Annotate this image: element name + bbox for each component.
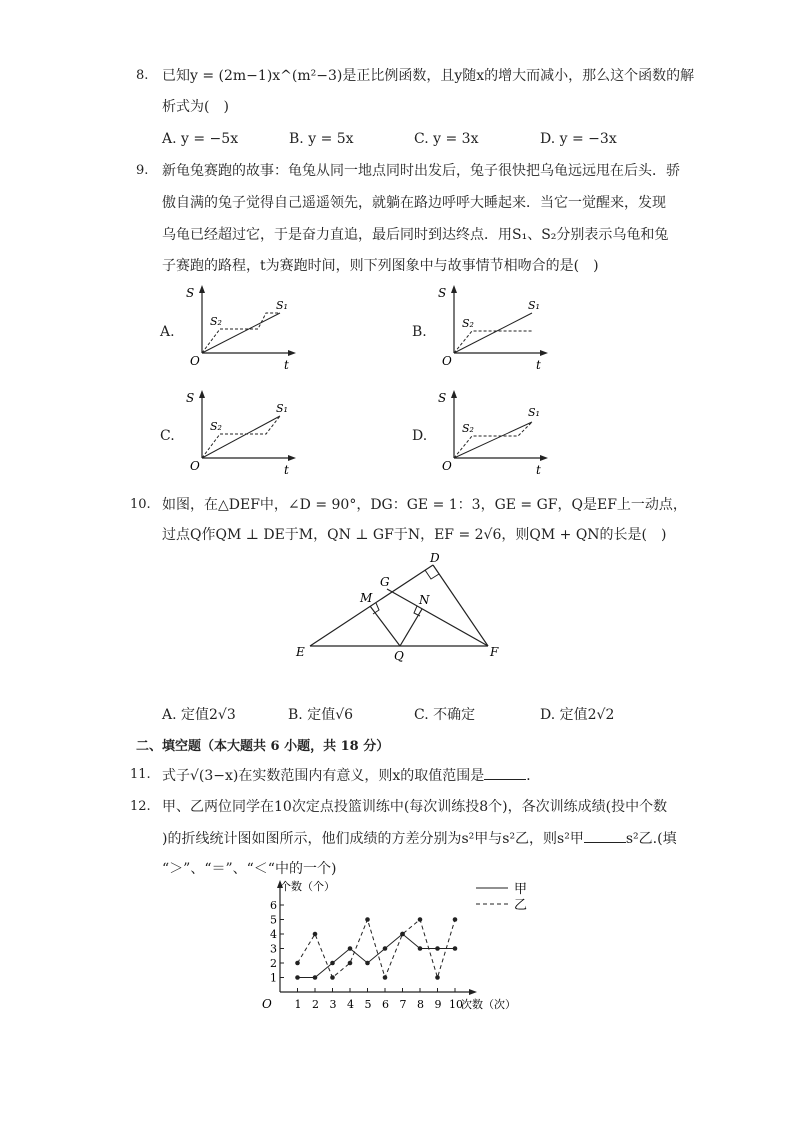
q8-line1: 已知y = (2m−1)x^(m²−3)是正比例函数，且y随x的增大而减小，那么这个函数的解 bbox=[162, 68, 695, 84]
data-point bbox=[365, 961, 370, 966]
point-n-label: N bbox=[419, 593, 430, 607]
data-point bbox=[418, 917, 423, 922]
option-text: 定值2√2 bbox=[559, 707, 615, 723]
y-tick-label: 4 bbox=[270, 928, 277, 941]
s-axis-label: S bbox=[186, 286, 195, 300]
q9-graph-a-label[interactable]: A. bbox=[160, 324, 175, 340]
data-point bbox=[313, 975, 318, 980]
data-point bbox=[330, 961, 335, 966]
q8-option-c[interactable] bbox=[414, 131, 478, 147]
q10-number: 10. bbox=[130, 497, 151, 512]
data-point bbox=[295, 961, 300, 966]
t-axis-label: t bbox=[284, 358, 289, 372]
q8-option-a[interactable] bbox=[162, 131, 238, 147]
x-tick-label: 1 bbox=[294, 998, 302, 1011]
data-point bbox=[435, 975, 440, 980]
data-point bbox=[348, 961, 353, 966]
y-tick-label: 5 bbox=[270, 913, 277, 927]
q10-option-c[interactable] bbox=[414, 704, 475, 724]
y-tick-label: 2 bbox=[270, 957, 277, 970]
q10-option-a[interactable] bbox=[162, 704, 236, 724]
t-axis-label: t bbox=[284, 463, 289, 477]
q11-text bbox=[162, 767, 540, 784]
x-tick-label: 5 bbox=[364, 998, 372, 1011]
x-axis-arrow bbox=[469, 989, 477, 995]
option-label: B. bbox=[288, 707, 303, 723]
segment-qn bbox=[400, 609, 422, 646]
data-point bbox=[348, 946, 353, 951]
origin-label: O bbox=[190, 354, 200, 368]
segment-df bbox=[433, 565, 488, 646]
q9-line3: 乌龟已经超过它，于是奋力直追，最后同时到达终点．用S₁、S₂分别表示乌龟和兔 bbox=[162, 227, 669, 243]
origin-label: O bbox=[442, 459, 452, 473]
s2-label: S₂ bbox=[210, 420, 222, 433]
origin-label: O bbox=[190, 459, 200, 473]
data-point bbox=[365, 917, 370, 922]
point-d-label: D bbox=[430, 551, 440, 565]
s2-label: S₂ bbox=[462, 422, 474, 435]
q12-line1: 甲、乙两位同学在10次定点投篮训练中(每次训练投8个)，各次训练成绩(投中个数 bbox=[162, 799, 668, 815]
t-axis-label: t bbox=[536, 358, 541, 372]
option-label: B. bbox=[289, 131, 304, 147]
q11-text-a: 式子√(3−x)在实数范围内有意义，则x的取值范围是 bbox=[162, 768, 485, 784]
q12-line-chart bbox=[250, 878, 550, 1018]
segment-ed bbox=[310, 565, 433, 646]
q9-graph-d bbox=[432, 388, 552, 478]
data-point bbox=[453, 917, 458, 922]
q12-line2a: )的折线统计图如图所示，他们成绩的方差分别为s²甲与s²乙，则s²甲 bbox=[162, 831, 584, 847]
option-label: A. bbox=[162, 131, 177, 147]
x-tick-label: 6 bbox=[382, 998, 389, 1011]
data-point bbox=[383, 946, 388, 951]
q12-line3: “＞”、“＝”、“＜“中的一个) bbox=[162, 861, 337, 877]
y-axis-label: 个数（个） bbox=[280, 880, 335, 893]
q8-number: 8. bbox=[136, 68, 149, 83]
q12-number: 12. bbox=[130, 799, 151, 814]
t-axis-label: t bbox=[536, 463, 541, 477]
s1-label: S₁ bbox=[276, 299, 288, 312]
data-point bbox=[330, 975, 335, 980]
q11-number: 11. bbox=[130, 767, 151, 782]
x-tick-label: 8 bbox=[417, 998, 424, 1011]
legend-label: 乙 bbox=[514, 898, 528, 913]
segment-qm bbox=[370, 606, 400, 646]
data-point bbox=[453, 946, 458, 951]
q12-answer-blank[interactable] bbox=[584, 830, 626, 843]
option-text: 定值2√3 bbox=[181, 707, 236, 723]
option-label: D. bbox=[540, 707, 556, 723]
origin-label: O bbox=[262, 997, 272, 1011]
q12-line2b: s²乙.(填 bbox=[625, 831, 677, 847]
x-tick-label: 10 bbox=[449, 998, 463, 1011]
q9-graph-c bbox=[180, 388, 300, 478]
data-point bbox=[435, 946, 440, 951]
s1-label: S₁ bbox=[528, 299, 540, 312]
origin-label: O bbox=[442, 354, 452, 368]
option-text: y = −5x bbox=[181, 131, 239, 147]
q10-line2: 过点Q作QM ⊥ DE于M，QN ⊥ GF于N，EF = 2√6，则QM + QN的长是( ) bbox=[162, 527, 667, 543]
x-tick-label: 7 bbox=[399, 998, 407, 1011]
legend-label: 甲 bbox=[514, 882, 528, 897]
q9-graph-b bbox=[432, 283, 552, 373]
q10-line1: 如图，在△DEF中，∠D = 90°，DG：GE = 1：3，GE = GF，Q是EF上一动点， bbox=[162, 497, 687, 513]
option-text: y = 5x bbox=[308, 131, 354, 147]
q11-answer-blank[interactable] bbox=[484, 767, 526, 780]
q10-option-d[interactable] bbox=[540, 704, 614, 724]
s-axis-label: S bbox=[438, 286, 447, 300]
y-tick-label: 6 bbox=[270, 899, 277, 912]
q9-line2: 傲自满的兔子觉得自己遥遥领先，就躺在路边呼呼大睡起来．当它一觉醒来，发现 bbox=[162, 195, 666, 211]
q10-option-b[interactable] bbox=[288, 704, 353, 724]
y-tick-label: 3 bbox=[270, 942, 277, 956]
q8-line2: 析式为( ) bbox=[162, 99, 229, 115]
right-angle-m bbox=[373, 603, 379, 614]
data-point bbox=[313, 932, 318, 937]
point-m-label: M bbox=[360, 591, 373, 605]
option-label: A. bbox=[162, 707, 177, 723]
point-q-label: Q bbox=[394, 649, 404, 663]
data-point bbox=[383, 975, 388, 980]
s2-label: S₂ bbox=[210, 315, 222, 328]
option-label: C. bbox=[414, 707, 429, 723]
x-tick-label: 3 bbox=[329, 998, 337, 1011]
q9-graph-a bbox=[180, 283, 300, 373]
point-e-label: E bbox=[296, 645, 305, 659]
s2-label: S₂ bbox=[462, 317, 474, 330]
q8-option-b[interactable] bbox=[289, 131, 354, 147]
q9-line1: 新龟兔赛跑的故事：龟兔从同一地点同时出发后，兔子很快把乌龟远远甩在后头．骄 bbox=[162, 163, 680, 179]
point-f-label: F bbox=[490, 645, 499, 659]
q9-graph-b-label[interactable]: B. bbox=[412, 324, 427, 340]
option-label: D. bbox=[540, 131, 556, 147]
x-tick-label: 4 bbox=[347, 998, 354, 1011]
option-text: 定值√6 bbox=[307, 707, 354, 723]
q9-number: 9. bbox=[136, 163, 149, 178]
option-label: C. bbox=[414, 131, 429, 147]
q11-text-b: ． bbox=[526, 768, 541, 784]
option-text: 不确定 bbox=[433, 707, 476, 723]
s1-label: S₁ bbox=[528, 406, 540, 419]
option-text: y = 3x bbox=[433, 131, 479, 147]
q9-graph-d-label[interactable]: D. bbox=[412, 428, 428, 444]
x-tick-label: 9 bbox=[434, 998, 442, 1011]
point-g-label: G bbox=[380, 575, 390, 589]
segment-gf bbox=[387, 589, 488, 646]
x-tick-label: 2 bbox=[312, 998, 319, 1011]
q8-option-d[interactable] bbox=[540, 131, 617, 147]
x-axis-label: 次数（次） bbox=[461, 998, 516, 1011]
s2-line bbox=[454, 331, 532, 353]
y-tick-label: 1 bbox=[270, 971, 277, 985]
data-point bbox=[418, 946, 423, 951]
section-heading: 二、填空题（本大题共 6 小题，共 18 分） bbox=[136, 739, 390, 754]
q10-geometry-figure bbox=[290, 548, 510, 666]
q9-line4: 子赛跑的路程，t为赛跑时间，则下列图象中与故事情节相吻合的是( ) bbox=[162, 258, 599, 274]
s1-label: S₁ bbox=[276, 402, 288, 415]
data-point bbox=[400, 932, 405, 937]
s-axis-label: S bbox=[438, 391, 447, 405]
q12-line2 bbox=[162, 830, 677, 847]
data-point bbox=[295, 975, 300, 980]
s-axis-label: S bbox=[186, 391, 195, 405]
q9-graph-c-label[interactable]: C. bbox=[160, 428, 175, 444]
option-text: y = −3x bbox=[559, 131, 617, 147]
